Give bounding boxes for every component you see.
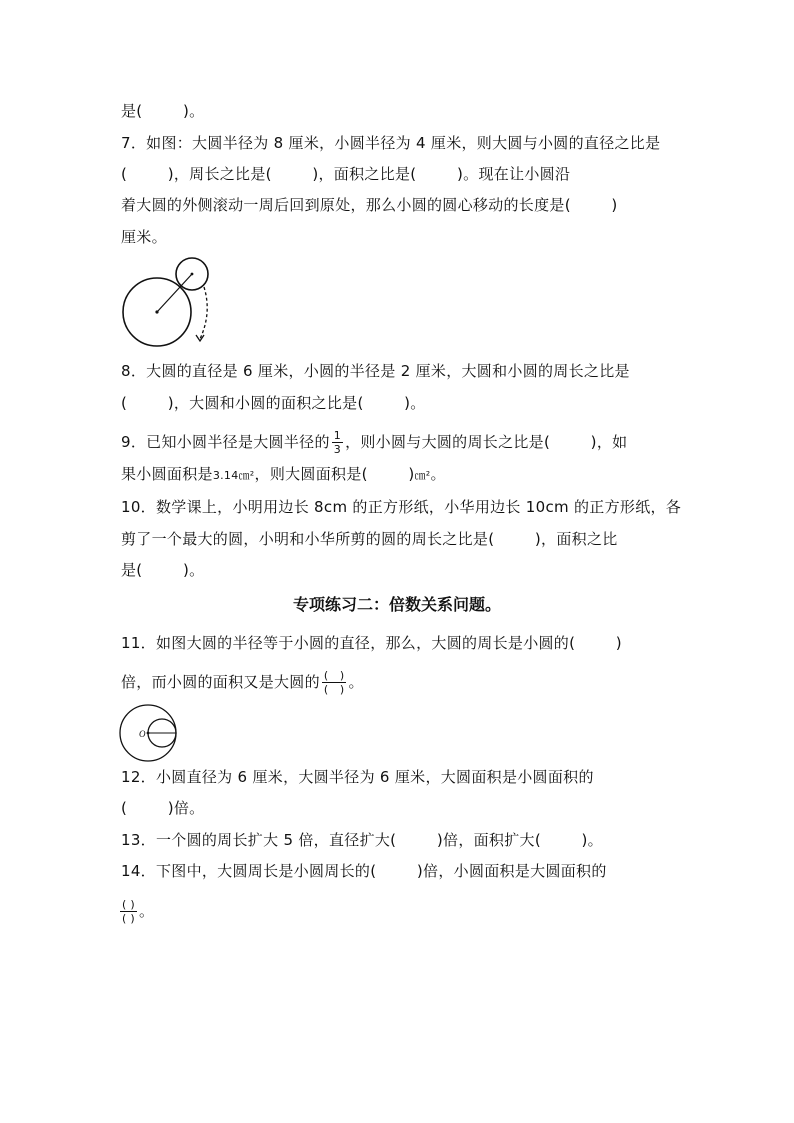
answer-blank[interactable] — [376, 862, 417, 880]
q12-line-2: ( )倍。 — [121, 799, 205, 817]
fraction-blank: $\frac{( )}{( )}$ — [323, 669, 345, 696]
q8-line-1: 8．大圆的直径是 6 厘米，小圆的半径是 2 厘米，大圆和小圆的周长之比是 — [121, 362, 630, 380]
rolling-path-arrow — [200, 287, 207, 339]
q9-line-2: 果小圆面积是3.14㎝²，则大圆面积是( )㎝²。 — [121, 465, 446, 483]
q13-line-1: 13．一个圆的周长扩大 5 倍，直径扩大( )倍，面积扩大( )。 — [121, 831, 603, 849]
answer-blank[interactable] — [272, 165, 313, 183]
answer-blank[interactable] — [127, 394, 168, 412]
q11-line-1: 11．如图大圆的半径等于小圆的直径，那么，大圆的周长是小圆的( ) — [121, 634, 622, 652]
answer-blank[interactable] — [127, 799, 168, 817]
fraction-blank: $\frac{( )}{( )}$ — [122, 898, 135, 925]
rolling-circles-figure — [118, 255, 218, 350]
q10-line-1: 10．数学课上，小明用边长 8cm 的正方形纸，小华用边长 10cm 的正方形纸，各 — [121, 498, 682, 516]
answer-blank[interactable] — [396, 831, 437, 849]
q11-line-2: 倍，而小圆的面积又是大圆的 $\frac{( )}{( )}$ 。 — [121, 669, 364, 696]
q9-line-1: 9．已知小圆半径是大圆半径的 $\frac{1}{3}$ ，则小圆与大圆的周长之比是( )，如 — [121, 429, 628, 456]
center-line — [157, 274, 192, 312]
answer-blank[interactable] — [364, 394, 405, 412]
answer-blank[interactable] — [575, 634, 616, 652]
q7-line-1: 7．如图：大圆半径为 8 厘米，小圆半径为 4 厘米，则大圆与小圆的直径之比是 — [121, 134, 661, 152]
q8-line-2: ( )，大圆和小圆的面积之比是( )。 — [121, 394, 426, 412]
answer-blank[interactable] — [494, 530, 535, 548]
section-2-heading: 专项练习二：倍数关系问题。 — [292, 595, 501, 614]
center-dot — [147, 732, 150, 735]
answer-blank[interactable] — [541, 831, 582, 849]
answer-blank[interactable] — [416, 165, 457, 183]
q10-line-3: 是( )。 — [121, 561, 205, 579]
answer-blank[interactable] — [571, 196, 612, 214]
big-center-dot — [155, 310, 158, 313]
circle-in-circle-figure — [118, 703, 178, 763]
q7-line-2: ( )，周长之比是( )，面积之比是( )。现在让小圆沿 — [121, 165, 571, 183]
answer-blank[interactable] — [368, 465, 409, 483]
q10-line-2: 剪了一个最大的圆，小明和小华所剪的圆的周长之比是( )，面积之比 — [121, 530, 618, 548]
answer-blank[interactable] — [127, 165, 168, 183]
q14-line-2: $\frac{( )}{( )}$ 。 — [122, 898, 155, 925]
answer-blank[interactable] — [550, 433, 591, 451]
center-label: O — [139, 729, 146, 739]
q7-line-3: 着大圆的外侧滚动一周后回到原处，那么小圆的圆心移动的长度是( ) — [121, 196, 618, 214]
fraction-one-third: $\frac{1}{3}$ — [333, 429, 342, 456]
q7-line-4: 厘米。 — [121, 228, 167, 246]
small-center-dot — [191, 273, 194, 276]
q14-line-1: 14．下图中，大圆周长是小圆周长的( )倍，小圆面积是大圆面积的 — [121, 862, 607, 880]
answer-blank[interactable] — [142, 102, 183, 120]
answer-blank[interactable] — [142, 561, 183, 579]
q12-line-1: 12．小圆直径为 6 厘米，大圆半径为 6 厘米，大圆面积是小圆面积的 — [121, 768, 594, 786]
line-top-continuation: 是( )。 — [121, 102, 205, 120]
